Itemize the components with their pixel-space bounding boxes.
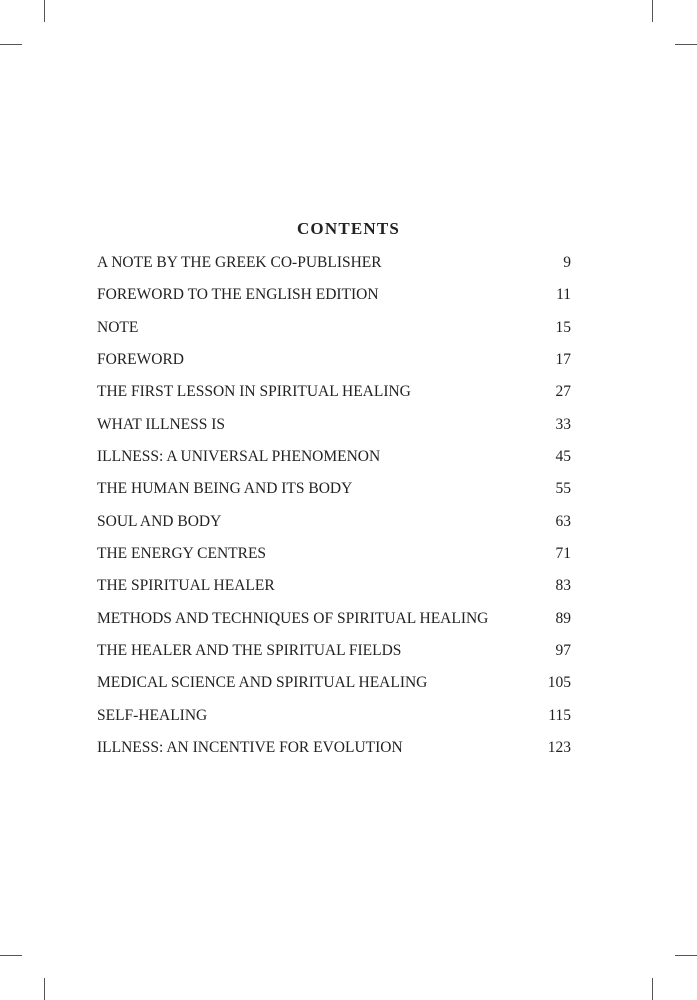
table-of-contents [97, 252, 571, 770]
crop-mark-top-right-vertical [652, 0, 653, 22]
toc-entry [97, 252, 571, 284]
toc-entry-title: WHAT ILLNESS IS [97, 415, 226, 433]
toc-entry-title: FOREWORD TO THE ENGLISH EDITION [97, 286, 379, 304]
toc-entry [97, 737, 571, 769]
toc-entry [97, 349, 571, 381]
toc-entry-page-number: 11 [556, 286, 571, 304]
toc-entry [97, 446, 571, 478]
toc-entry-page-number: 105 [547, 674, 571, 692]
toc-entry [97, 575, 571, 607]
toc-entry-page-number: 115 [548, 706, 571, 724]
toc-entry-title: THE HUMAN BEING AND ITS BODY [97, 480, 353, 498]
toc-entry-page-number: 89 [555, 609, 571, 627]
toc-entry-title: THE HEALER AND THE SPIRITUAL FIELDS [97, 642, 402, 660]
toc-entry-page-number: 33 [555, 415, 571, 433]
toc-entry-title: ILLNESS: A UNIVERSAL PHENOMENON [97, 448, 381, 466]
toc-entry-title: A NOTE BY THE GREEK CO-PUBLISHER [97, 254, 382, 271]
toc-entry [97, 478, 571, 510]
toc-entry-page-number: 63 [555, 512, 571, 530]
toc-entry-page-number: 15 [555, 318, 571, 336]
toc-entry [97, 672, 571, 704]
toc-entry-title: THE FIRST LESSON IN SPIRITUAL HEALING [97, 383, 411, 401]
contents-heading: CONTENTS [296, 219, 401, 238]
toc-entry-title: THE ENERGY CENTRES [97, 545, 267, 563]
toc-entry-title: ILLNESS: AN INCENTIVE FOR EVOLUTION [97, 739, 403, 757]
toc-entry [97, 705, 571, 737]
toc-entry-page-number: 9 [563, 254, 571, 271]
toc-entry-page-number: 83 [555, 577, 571, 595]
crop-mark-top-left-vertical [44, 0, 45, 22]
toc-entry-title: NOTE [97, 318, 139, 336]
crop-mark-top-left-horizontal [0, 44, 22, 45]
toc-entry [97, 511, 571, 543]
toc-entry [97, 317, 571, 349]
toc-entry [97, 381, 571, 413]
toc-entry-page-number: 71 [555, 545, 571, 563]
toc-entry-title: SELF-HEALING [97, 706, 208, 724]
toc-entry-title: MEDICAL SCIENCE AND SPIRITUAL HEALING [97, 674, 428, 692]
crop-mark-bottom-right-vertical [652, 978, 653, 1000]
toc-entry [97, 414, 571, 446]
crop-mark-bottom-left-horizontal [0, 955, 22, 956]
crop-mark-bottom-right-horizontal [675, 955, 697, 956]
toc-entry-page-number: 123 [547, 739, 571, 757]
crop-mark-bottom-left-vertical [44, 978, 45, 1000]
toc-entry-title: SOUL AND BODY [97, 512, 222, 530]
toc-entry-page-number: 27 [555, 383, 571, 401]
toc-entry [97, 640, 571, 672]
toc-entry-page-number: 97 [555, 642, 571, 660]
crop-mark-top-right-horizontal [675, 44, 697, 45]
toc-entry [97, 543, 571, 575]
toc-entry-title: FOREWORD [97, 351, 184, 369]
toc-entry-title: THE SPIRITUAL HEALER [97, 577, 275, 595]
toc-entry-page-number: 55 [555, 480, 571, 498]
toc-entry [97, 284, 571, 316]
toc-entry-page-number: 17 [555, 351, 571, 369]
toc-entry-title: METHODS AND TECHNIQUES OF SPIRITUAL HEALING [97, 609, 489, 627]
toc-entry [97, 608, 571, 640]
toc-entry-page-number: 45 [555, 448, 571, 466]
